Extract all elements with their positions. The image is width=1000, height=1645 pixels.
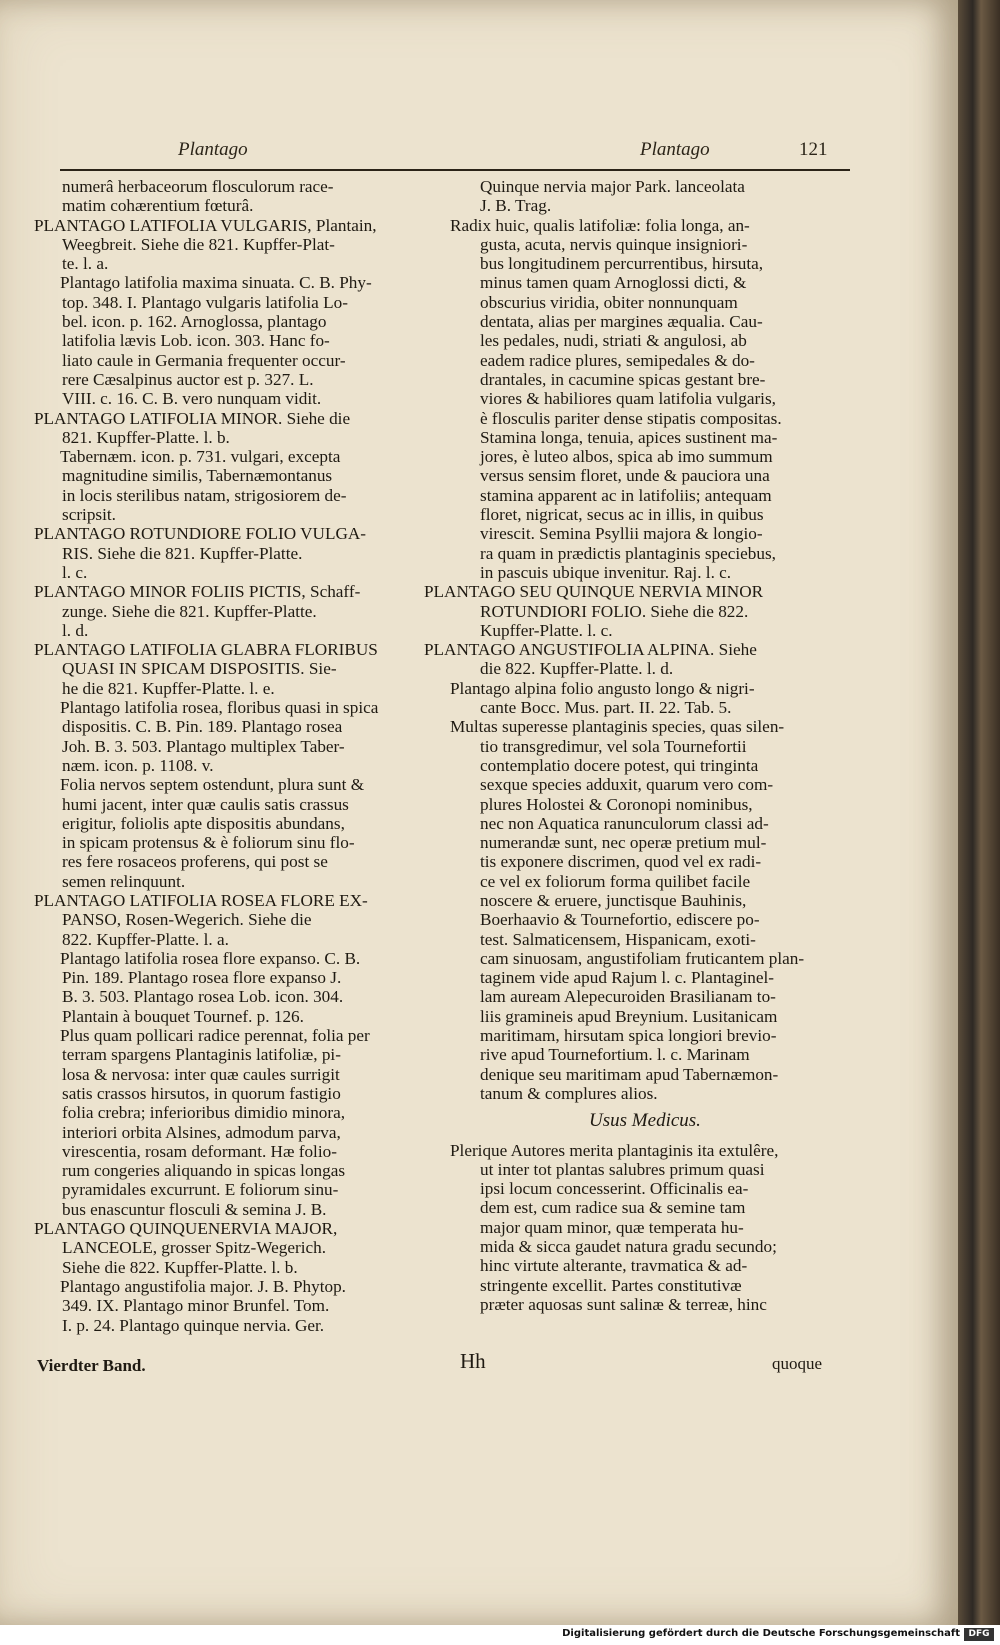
- left-column-line: PLANTAGO ROTUNDIORE FOLIO VULGA-: [34, 524, 367, 544]
- left-column-line: VIII. c. 16. C. B. vero nunquam vidit.: [62, 389, 322, 409]
- left-column-line: PLANTAGO LATIFOLIA GLABRA FLORIBUS: [34, 640, 378, 660]
- right-column-line: Plantago alpina folio angusto longo & nigri-: [450, 678, 755, 698]
- left-column-line: pyramidales excurrunt. E foliorum sinu-: [62, 1180, 339, 1200]
- left-column-line: Plantago angustifolia major. J. B. Phytop.: [60, 1276, 346, 1296]
- left-column-line: satis crassos hirsutos, in quorum fastigio: [62, 1083, 341, 1103]
- left-column-line: LANCEOLE, grosser Spitz-Wegerich.: [62, 1238, 326, 1258]
- left-column-line: rum congeries aliquando in spicas longas: [62, 1161, 346, 1181]
- right-column-line: tio transgredimur, vel sola Tournefortii: [480, 736, 747, 756]
- right-column-line: maritimam, hirsutam spica longiori brevio-: [480, 1026, 777, 1046]
- left-column-line: virescentia, rosam deformant. Hæ folio-: [62, 1141, 337, 1161]
- right-column-line: dentata, alias per margines æqualia. Cau-: [480, 312, 763, 332]
- left-column-line: in spicam protensus & è foliorum sinu flo-: [62, 833, 355, 853]
- left-column-line: PLANTAGO QUINQUENERVIA MAJOR,: [34, 1219, 338, 1239]
- left-column-line: l. d.: [62, 620, 89, 640]
- right-column-line: lam auream Alepecuroiden Brasilianam to-: [480, 987, 776, 1007]
- right-column-line: taginem vide apud Rajum l. c. Plantaginel-: [480, 968, 775, 988]
- left-column-line: folia crebra; inferioribus dimidio minora,: [62, 1103, 346, 1123]
- right-column-line: PLANTAGO ANGUSTIFOLIA ALPINA. Siehe: [424, 640, 757, 660]
- right-column-line: tanum & complures alios.: [480, 1083, 658, 1103]
- left-column-line: bel. icon. p. 162. Arnoglossa, plantago: [62, 312, 327, 332]
- left-column-line: humi jacent, inter quæ caulis satis crassus: [62, 794, 349, 814]
- left-column-line: top. 348. I. Plantago vulgaris latifolia Lo-: [62, 292, 348, 312]
- left-column-line: rere Cæsalpinus auctor est p. 327. L.: [62, 369, 314, 389]
- right-column-line: cante Bocc. Mus. part. II. 22. Tab. 5.: [480, 698, 732, 718]
- right-column-line: Radix huic, qualis latifoliæ: folia longa, an-: [450, 215, 750, 235]
- right-column-line: die 822. Kupffer-Platte. l. d.: [480, 659, 674, 679]
- volume-signature: Vierdter Band.: [37, 1356, 146, 1375]
- left-column-line: interiori orbita Alsines, admodum parva,: [62, 1122, 341, 1142]
- left-column-line: Pin. 189. Plantago rosea flore expanso J.: [62, 968, 342, 988]
- left-column-line: PLANTAGO LATIFOLIA ROSEA FLORE EX-: [34, 890, 368, 910]
- right-column-line: denique seu maritimam apud Tabernæmon-: [480, 1064, 779, 1084]
- dfg-logo: DFG: [964, 1628, 994, 1641]
- right-column-line: drantales, in cacumine spicas gestant bre-: [480, 369, 766, 389]
- right-column-line: ipsi locum concesserint. Officinalis ea-: [480, 1179, 749, 1199]
- right-column-line: J. B. Trag.: [480, 196, 552, 216]
- left-column-line: Tabernæm. icon. p. 731. vulgari, excepta: [60, 447, 341, 467]
- right-column-line: tis exponere discrimen, quod vel ex radi-: [480, 852, 762, 872]
- right-column-line: ROTUNDIORI FOLIO. Siehe die 822.: [480, 601, 749, 621]
- right-column: [424, 177, 840, 1314]
- left-column: [34, 177, 430, 1335]
- left-column-line: Joh. B. 3. 503. Plantago multiplex Taber-: [62, 736, 345, 756]
- left-column-line: B. 3. 503. Plantago rosea Lob. icon. 304.: [62, 987, 344, 1007]
- right-column-line: viores & habiliores quam latifolia vulgaris,: [480, 389, 776, 409]
- left-column-line: losa & nervosa: inter quæ caules surrigit: [62, 1064, 340, 1084]
- left-column-line: PLANTAGO LATIFOLIA VULGARIS, Plantain,: [34, 215, 377, 235]
- right-column-line: sexque species adduxit, quarum vero com-: [480, 775, 774, 795]
- right-column-line: floret, nigricat, secus ac in illis, in quibus: [480, 505, 764, 525]
- right-column-line: eadem radice plures, semipedales & do-: [480, 350, 755, 370]
- right-column-line: obscurius viridia, obiter nonnunquam: [480, 292, 738, 312]
- left-column-line: næm. icon. p. 1108. v.: [62, 755, 214, 775]
- right-column-line: ra quam in prædictis plantaginis speciebus,: [480, 543, 776, 563]
- right-column-line: nec non Aquatica ranunculorum classi ad-: [480, 813, 769, 833]
- right-column-line: Plerique Autores merita plantaginis ita extulêre,: [450, 1140, 779, 1160]
- left-column-line: latifolia lævis Lob. icon. 303. Hanc fo-: [62, 331, 330, 351]
- right-column-line: minus tamen quam Arnoglossi dicti, &: [480, 273, 747, 293]
- left-column-line: 349. IX. Plantago minor Brunfel. Tom.: [62, 1296, 330, 1316]
- book-gutter-edge: [958, 0, 1000, 1625]
- left-column-line: Weegbreit. Siehe die 821. Kupffer-Plat-: [62, 234, 335, 254]
- right-column-line: in pascuis ubique invenitur. Raj. l. c.: [480, 562, 732, 582]
- right-column-line: jores, è luteo albos, spica ab imo summum: [480, 447, 773, 467]
- left-column-line: dispositis. C. B. Pin. 189. Plantago rosea: [62, 717, 343, 737]
- right-column-line: liis gramineis apud Breynium. Lusitanicam: [480, 1006, 778, 1026]
- left-column-line: Plus quam pollicari radice perennat, folia per: [60, 1026, 370, 1046]
- left-column-line: 822. Kupffer-Platte. l. a.: [62, 929, 229, 949]
- funding-note: Digitalisierung gefördert durch die Deutsche Forschungsgemeinschaft: [562, 1628, 960, 1639]
- right-column-line: Stamina longa, tenuia, apices sustinent ma-: [480, 427, 778, 447]
- left-column-line: te. l. a.: [62, 254, 109, 274]
- running-head-right: Plantago: [640, 139, 710, 160]
- right-column-line: rive apud Tournefortium. l. c. Marinam: [480, 1045, 750, 1065]
- gathering-signature: Hh: [460, 1349, 486, 1373]
- left-column-line: matim cohærentium fœturâ.: [62, 196, 254, 216]
- left-column-line: magnitudine similis, Tabernæmontanus: [62, 466, 333, 486]
- right-column-line: ce vel ex foliorum forma quilibet facile: [480, 871, 751, 891]
- left-column-line: 821. Kupffer-Platte. l. b.: [62, 427, 230, 447]
- right-column-line: Boerhaavio & Tournefortio, ediscere po-: [480, 910, 760, 930]
- right-column-line: è flosculis pariter dense stipatis compositas.: [480, 408, 782, 428]
- right-column-line: cam sinuosam, angustifoliam fruticantem plan-: [480, 948, 805, 968]
- left-column-line: zunge. Siehe die 821. Kupffer-Platte.: [62, 601, 317, 621]
- left-column-line: Plantago latifolia rosea flore expanso. C. B.: [60, 948, 361, 968]
- right-column-line: mida & sicca gaudet natura gradu secundo;: [480, 1237, 777, 1257]
- left-column-line: terram spargens Plantaginis latifoliæ, pi-: [62, 1045, 341, 1065]
- running-head-left: Plantago: [178, 139, 248, 160]
- left-column-line: RIS. Siehe die 821. Kupffer-Platte.: [62, 543, 303, 563]
- right-column-line: Multas superesse plantaginis species, quas silen-: [450, 717, 785, 737]
- right-column-line: Kupffer-Platte. l. c.: [480, 620, 613, 640]
- right-column-line: Quinque nervia major Park. lanceolata: [480, 177, 745, 196]
- right-column-line: hinc virtute alterante, travmatica & ad-: [480, 1256, 748, 1276]
- left-column-line: Plantain à bouquet Tournef. p. 126.: [62, 1006, 304, 1026]
- left-column-line: he die 821. Kupffer-Platte. l. e.: [62, 678, 275, 698]
- right-column-line: contemplatio docere potest, qui tringinta: [480, 755, 759, 775]
- right-column-line: bus longitudinem percurrentibus, hirsuta,: [480, 254, 764, 274]
- right-column-line: major quam minor, quæ temperata hu-: [480, 1217, 744, 1237]
- left-column-line: PLANTAGO LATIFOLIA MINOR. Siehe die: [34, 408, 351, 428]
- right-column-line: noscere & eruere, junctisque Bauhinis,: [480, 890, 747, 910]
- digitization-footer: [0, 1625, 1000, 1645]
- left-column-line: Siehe die 822. Kupffer-Platte. l. b.: [62, 1257, 298, 1277]
- left-column-line: Plantago latifolia maxima sinuata. C. B. Phy-: [60, 273, 372, 293]
- left-column-line: erigitur, foliolis apte dispositis abundans,: [62, 813, 345, 833]
- catchword: quoque: [772, 1354, 823, 1373]
- right-column-line: ut inter tot plantas salubres primum quasi: [480, 1159, 765, 1179]
- right-column-line: Usus Medicus.: [589, 1110, 701, 1132]
- right-column-line: plures Holostei & Coronopi nominibus,: [480, 794, 753, 814]
- left-column-line: PANSO, Rosen-Wegerich. Siehe die: [62, 910, 312, 930]
- left-column-line: liato caule in Germania frequenter occur-: [62, 350, 346, 370]
- left-column-line: numerâ herbaceorum flosculorum race-: [62, 177, 334, 196]
- left-column-line: bus enascuntur flosculi & semina J. B.: [62, 1199, 327, 1219]
- right-column-line: dem est, cum radice sua & semine tam: [480, 1198, 746, 1218]
- left-column-line: QUASI IN SPICAM DISPOSITIS. Sie-: [62, 659, 337, 679]
- left-column-line: PLANTAGO MINOR FOLIIS PICTIS, Schaff-: [34, 582, 361, 602]
- right-column-line: PLANTAGO SEU QUINQUE NERVIA MINOR: [424, 582, 764, 602]
- left-column-line: I. p. 24. Plantago quinque nervia. Ger.: [62, 1315, 325, 1335]
- left-column-line: in locis sterilibus natam, strigosiorem de-: [62, 485, 347, 505]
- left-column-line: semen relinquunt.: [62, 871, 186, 891]
- right-column-line: virescit. Semina Psyllii majora & longio-: [480, 524, 763, 544]
- left-column-line: scripsit.: [62, 505, 116, 525]
- left-column-line: Plantago latifolia rosea, floribus quasi in spica: [60, 698, 379, 718]
- right-column-line: stamina apparent ac in latifoliis; antequam: [480, 485, 772, 505]
- right-column-line: versus sensim floret, unde & pauciora una: [480, 466, 770, 486]
- right-column-line: les pedales, nudi, striati & angulosi, ab: [480, 331, 747, 351]
- page-number: 121: [799, 139, 828, 160]
- left-column-line: l. c.: [62, 562, 88, 582]
- right-column-line: præter aquosas sunt salinæ & terreæ, hinc: [480, 1294, 767, 1314]
- header-rule: [60, 169, 850, 171]
- right-column-line: gusta, acuta, nervis quinque insigniori-: [480, 234, 748, 254]
- right-column-line: numerandæ sunt, nec operæ pretium mul-: [480, 833, 767, 853]
- right-column-line: stringente excellit. Partes constitutivæ: [480, 1275, 742, 1295]
- left-column-line: res fere rosaceos proferens, qui post se: [62, 852, 328, 872]
- right-column-line: test. Salmaticensem, Hispanicam, exoti-: [480, 929, 756, 949]
- left-column-line: Folia nervos septem ostendunt, plura sunt &: [60, 775, 365, 795]
